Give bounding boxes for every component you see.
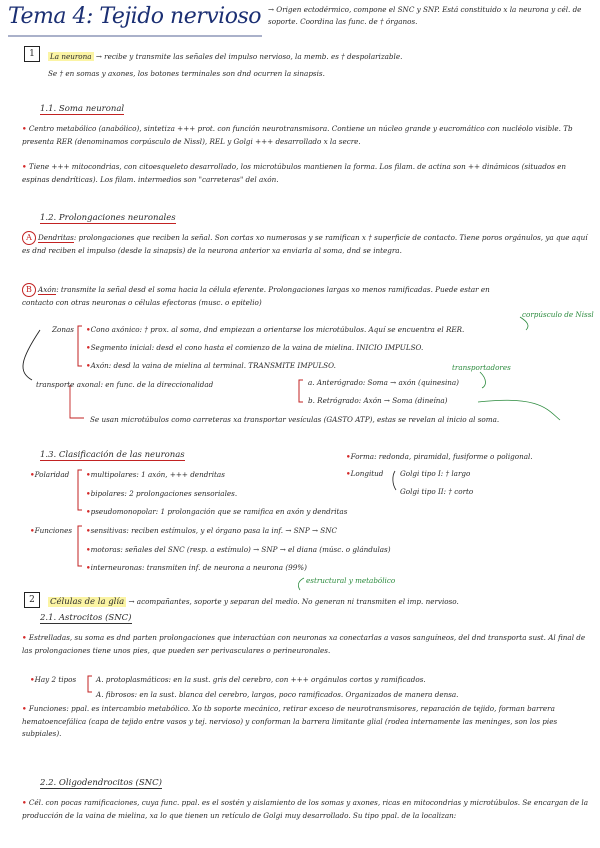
oligodendrocitos-paragraph: Cél. con pocas ramificaciones, cuya func. ppal. es el sostén y aislamiento de los somas y axones, ricas en mitocondrias y microtúbulos. Se encargan de la producción de la vaina de mielina, xa lo que tienen un retículo de Golgi muy desarrollado. Su tipo ppal. de la localizan: [22,798,588,820]
astrocitos-paragraph-1: Estrelladas, su soma es dnd parten prolongaciones que interactúan con neuronas xa conectarlas a vasos sanguíneos, del dnd transporta sust. Al final de las prolongaciones tiene unos pies, que pueden ser perivasculares o perineuronales. [22,633,586,655]
bullet-icon: • [22,162,27,171]
section-1-number: 1 [24,46,40,62]
soma-paragraph-1: Centro metabólico (anabólico), sintetiza +++ prot. con función neurotransmisora. Contiene un núcleo grande y eucromático con nucléolo visible. Tb presenta RER (denominamos corpúsculo de Nissl), REL y Golgi +++ desarrollado x la secre. [22,124,573,146]
longitud-item: Golgi tipo II: † corto [400,487,474,496]
bullet-icon: • [22,633,27,642]
section-1-intro-b: Se † en somas y axones, los botones terminales son dnd ocurren la sinapsis. [48,69,325,78]
bullet-icon: • [86,563,91,572]
subsection-2-2-title: 2.2. Oligodendrocitos (SNC) [40,778,162,788]
soma-paragraph-2: Tiene +++ mitocondrias, con citoesqueleto desarrollado, los microtúbulos mantienen la forma. Los filam. de actina son ++ dinámicos (situados en espinas dendríticas). Los filam. intermedios son "carreteras" del axón. [22,162,566,184]
transport-label: transporte axonal: en func. de la direccionalidad [36,380,214,389]
section-1-heading: La neurona [50,52,92,61]
bullet-icon: • [86,361,91,370]
transport-note: transportadores [452,363,511,372]
axon-label: Axón [38,285,57,294]
bullet-icon: • [346,469,351,478]
section-2-intro: → acompañantes, soporte y separan del medio. No generan ni transmiten el imp. nervioso. [128,597,459,606]
polaridad-item: multipolares: 1 axón, +++ dendritas [90,470,225,479]
glia-heading-note: estructural y metabólico [306,576,396,585]
longitud-label: Longitud [350,469,384,478]
title-note: → Origen ectodérmico, compone el SNC y SNP. Está constituido x la neurona y cél. de soporte. Coordina las func. de † órganos. [268,5,582,26]
funcion-item: motoras: señales del SNC (resp. a estímulo) → SNP → el diana (músc. o glándulas) [90,545,391,554]
zonas-label: Zonas [52,325,74,334]
subsection-1-2-title: 1.2. Prolongaciones neuronales [40,213,176,223]
bullet-icon: • [86,325,91,334]
subsection-1-1-title: 1.1. Soma neuronal [40,104,125,114]
bullet-icon: • [86,545,91,554]
funcion-item: interneuronas: transmiten inf. de neurona a neurona (99%) [90,563,307,572]
zona-item: Segmento inicial: desd el cono hasta el comienzo de la vaina de mielina. INICIO IMPULSO. [90,343,424,352]
polaridad-label: Polaridad [34,470,70,479]
dendritas-letter: A [22,231,36,245]
funciones-label: Funciones [34,526,73,535]
bullet-icon: • [22,124,27,133]
astrocitos-funciones: Funciones: ppal. es intercambio metabólico. Xo tb soporte mecánico, retirar exceso de neurotransmisores, reparación de tejido, forman barrera hematoencefálica (capa de tejido entre vasos y tej. nervioso) y conforman la barrera limitante glial (rodea internamente las meninges, son los pies subpiales). [22,704,558,738]
transport-footer: Se usan microtúbulos como carreteras xa transportar vesículas (GASTO ATP), estas se revelan al inicio al soma. [90,415,500,424]
axon-letter: B [22,283,36,297]
dendritas-label: Dendritas [38,233,74,242]
dendritas-text: : prolongaciones que reciben la señal. Son cortas xo numerosas y se ramifican x † superficie de contacto. Tiene poros orgánulos, ya que aquí es dnd reciben el impulso (desde la sinapsis) de la neurona anterior xa enviarla al soma, dnd se integra. [22,233,588,255]
bullet-icon: • [86,343,91,352]
bullet-icon: • [346,452,351,461]
section-2-number: 2 [24,592,40,608]
axon-text: : transmite la señal desd el soma hacia la célula eferente. Prolongaciones largas xo menos ramificadas. Puede estar en contacto con otras neuronas o células efectoras (musc. o epitelio) [22,285,490,307]
section-2-heading: Células de la glía [50,597,125,607]
forma-text: Forma: redonda, piramidal, fusiforme o poligonal. [350,452,533,461]
tipos-label: Hay 2 tipos [34,675,77,684]
subsection-2-1-title: 2.1. Astrocitos (SNC) [40,613,132,623]
bullet-icon: • [30,675,35,684]
tipo-item: A. protoplasmáticos: en la sust. gris del cerebro, con +++ orgánulos cortos y ramificados. [96,675,426,684]
page-title: Tema 4: Tejido nervioso [8,4,261,29]
zona-item: Axón: desd la vaina de mielina al terminal. TRANSMITE IMPULSO. [90,361,336,370]
bullet-icon: • [30,526,35,535]
bullet-icon: • [22,798,27,807]
funcion-item: sensitivas: reciben estímulos, y el órgano pasa la inf. → SNP → SNC [90,526,337,535]
transport-item: a. Anterógrado: Soma → axón (quinesina) [308,378,459,387]
tipo-item: A. fibrosos: en la sust. blanca del cerebro, largos, poco ramificados. Organizados de manera densa. [96,690,459,699]
section-1-intro-a: → recibe y transmite las señales del impulso nervioso, la memb. es † despolarizable. [95,52,403,61]
subsection-1-3-title: 1.3. Clasificación de las neuronas [40,450,185,460]
longitud-item: Golgi tipo I: † largo [400,469,471,478]
zona-item: Cono axónico: † prox. al soma, dnd empiezan a orientarse los microtúbulos. Aquí se encuentra el RER. [90,325,465,334]
polaridad-item: pseudomonopolar: 1 prolongación que se ramifica en axón y dendritas [90,507,348,516]
transport-item: b. Retrógrado: Axón → Soma (dineína) [308,396,448,405]
bullet-icon: • [22,704,27,713]
bullet-icon: • [86,507,91,516]
axon-nissl-note: corpúsculo de Nissl [522,310,594,319]
polaridad-item: bipolares: 2 prolongaciones sensoriales. [90,489,238,498]
bullet-icon: • [86,470,91,479]
bullet-icon: • [86,526,91,535]
bullet-icon: • [30,470,35,479]
bullet-icon: • [86,489,91,498]
